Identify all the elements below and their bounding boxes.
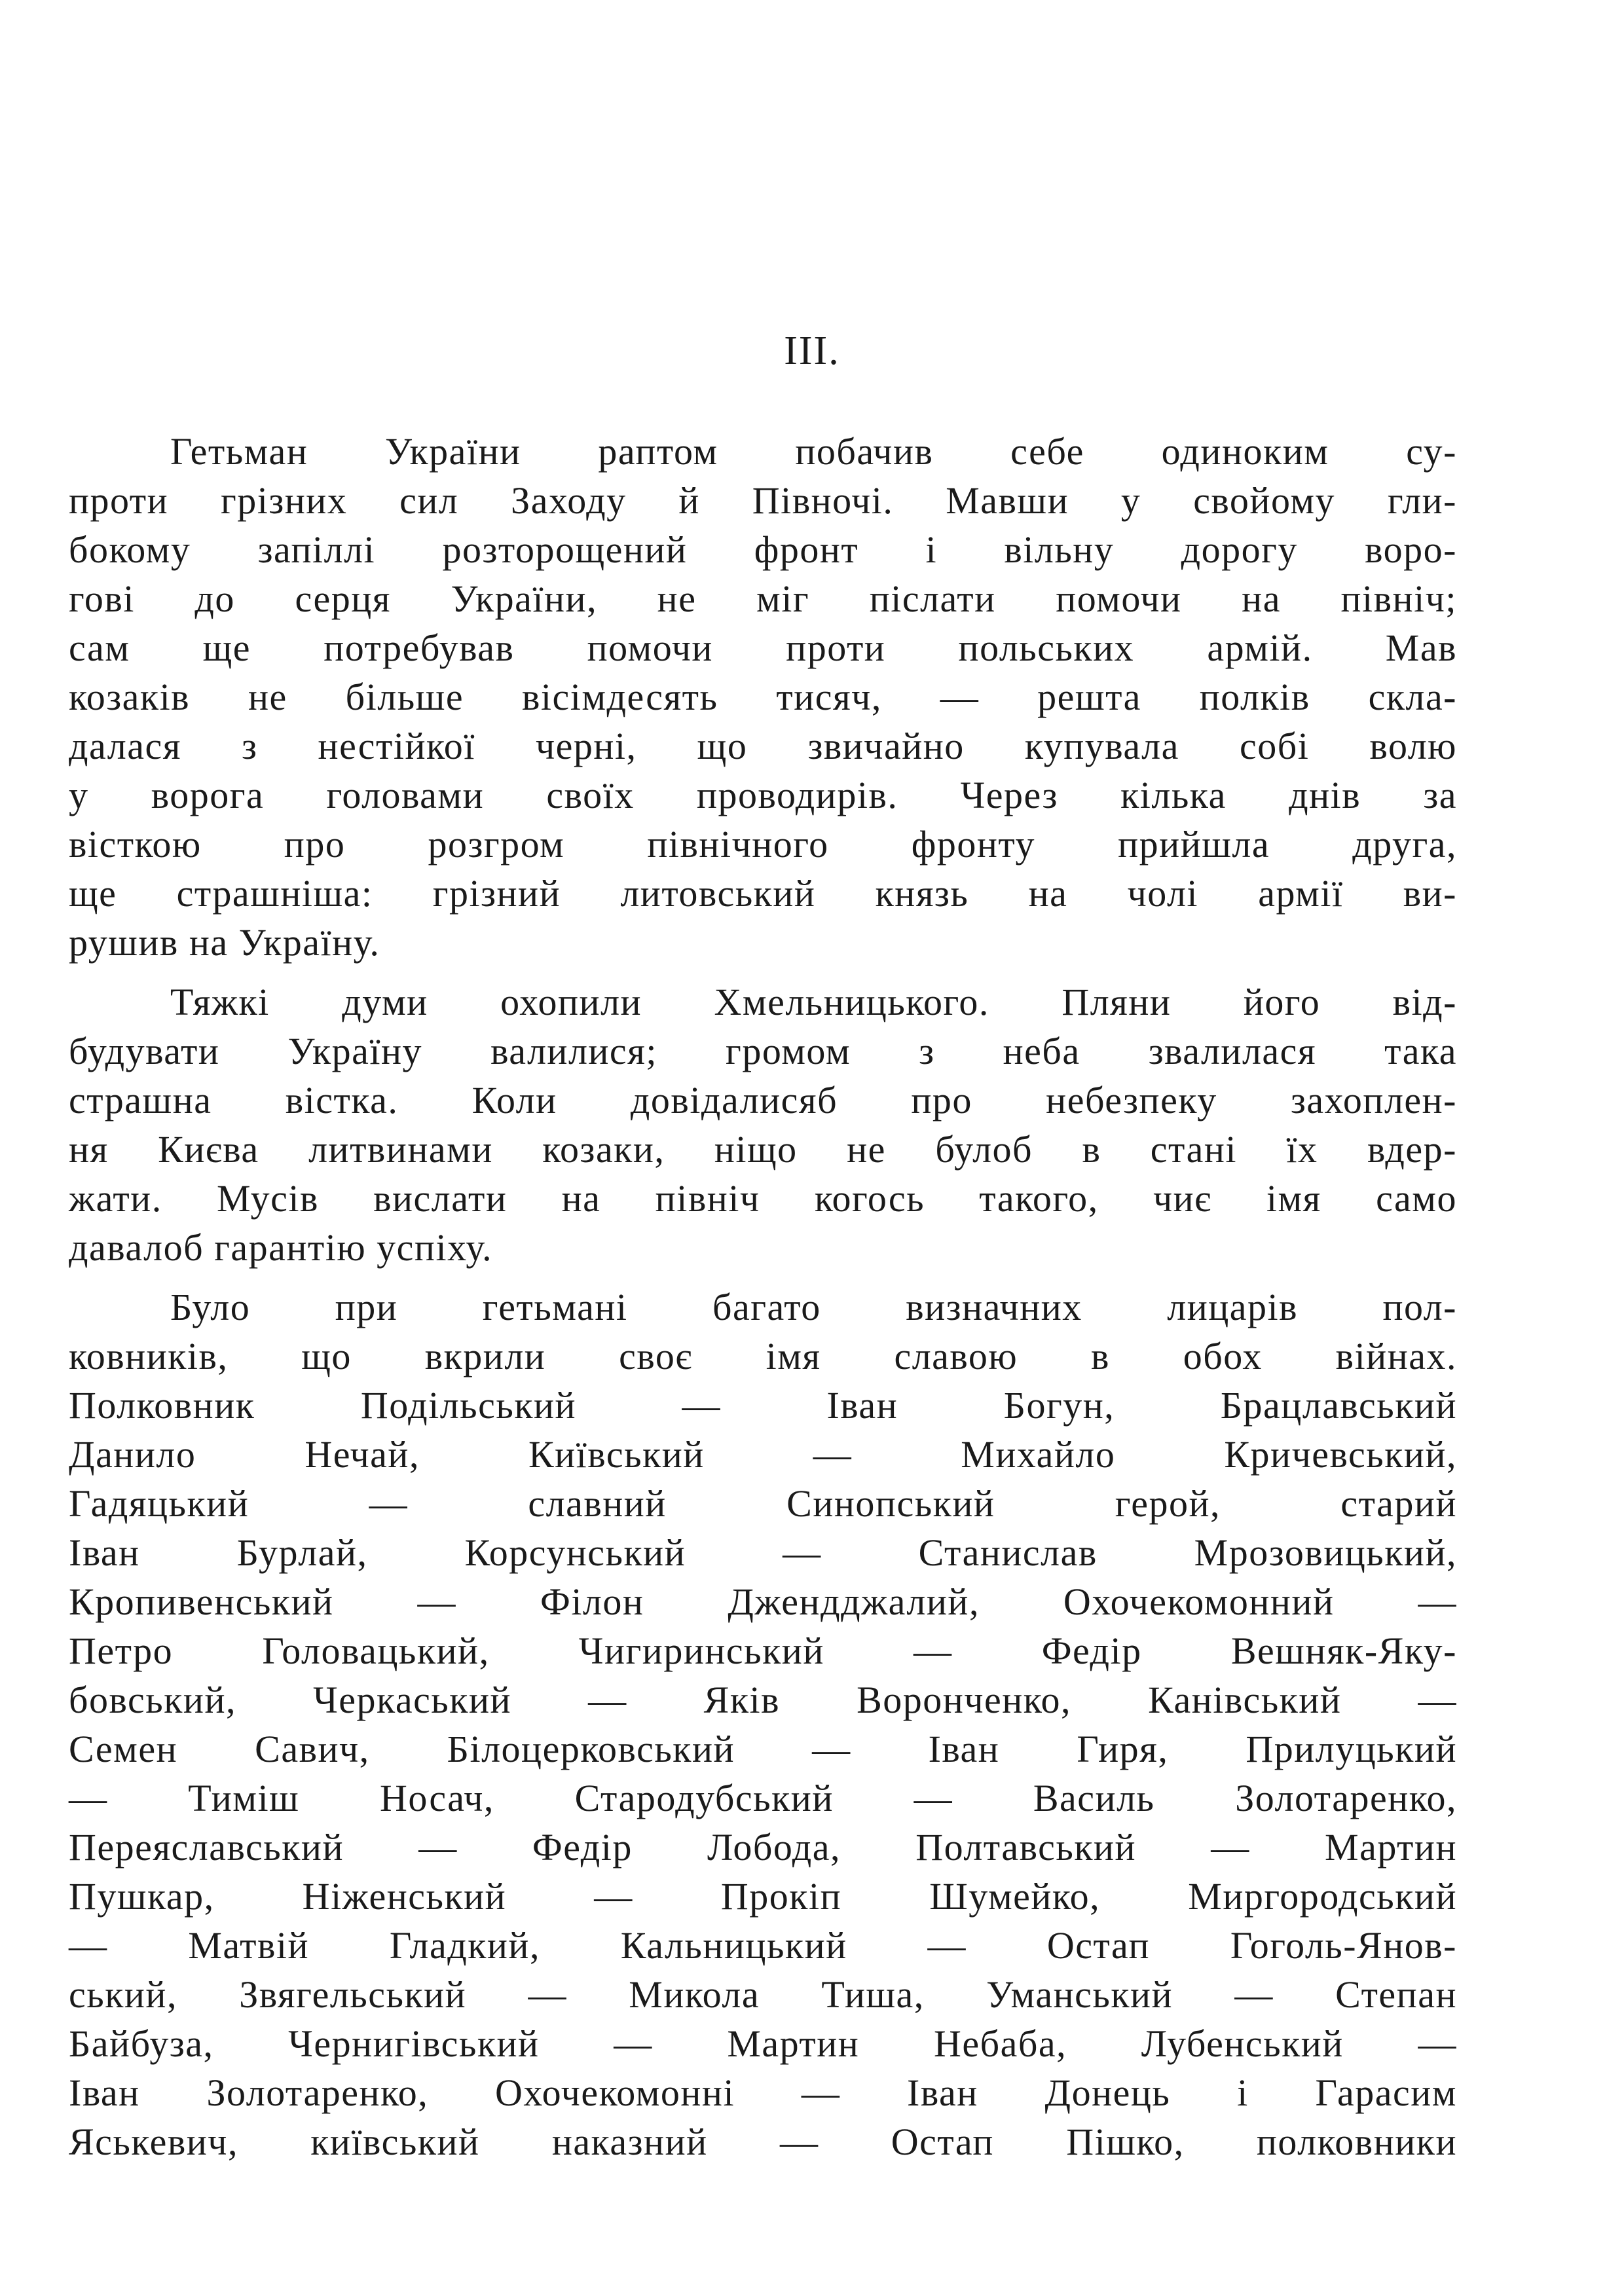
text-line: Полковник Подільський — Іван Богун, Брацлавський <box>69 1384 1457 1427</box>
text-line: сам ще потребував помочи проти польських армій. Мав <box>69 627 1457 669</box>
text-line: будувати Україну валилися; громом з неба звалилася така <box>69 1030 1457 1072</box>
text-line: Було при гетьмані багато визначних лицарів пол- <box>170 1286 1457 1328</box>
text-line: проти грізних сил Заходу й Півночі. Мавши у свойому гли- <box>69 479 1457 522</box>
text-line: — Матвій Гладкий, Кальницький — Остап Гоголь-Янов- <box>69 1924 1457 1967</box>
text-line: вісткою про розгром північного фронту прийшла друга, <box>69 823 1457 866</box>
text-line: Данило Нечай, Київський — Михайло Кричевський, <box>69 1433 1457 1476</box>
text-line: ковників, що вкрили своє імя славою в обох війнах. <box>69 1335 1457 1377</box>
text-line: Байбуза, Чернигівський — Мартин Небаба, Лубенський — <box>69 2022 1457 2065</box>
text-line: ня Києва литвинами козаки, ніщо не булоб в стані їх вдер- <box>69 1128 1457 1171</box>
text-line: у ворога головами своїх проводирів. Через кілька днів за <box>69 774 1457 816</box>
paragraph-gap <box>69 967 1457 977</box>
paragraph <box>69 1283 1457 2166</box>
text-line: Іван Бурлай, Корсунський — Станислав Мрозовицький, <box>69 1531 1457 1574</box>
text-line: Кропивенський — Філон Джендджалий, Охочекомонний — <box>69 1580 1457 1623</box>
text-line: бовський, Черкаський — Яків Воронченко, Канівський — <box>69 1679 1457 1721</box>
paragraph-gap <box>69 1272 1457 1283</box>
text-line: бокому запіллі розторощений фронт і вільну дорогу воро- <box>69 528 1457 571</box>
text-line: — Тиміш Носач, Стародубський — Василь Золотаренко, <box>69 1777 1457 1819</box>
text-line: жати. Мусів вислати на північ когось такого, чиє імя само <box>69 1177 1457 1220</box>
text-line: Семен Савич, Білоцерковський — Іван Гиря, Прилуцький <box>69 1728 1457 1770</box>
text-line: Петро Головацький, Чигиринський — Федір Вешняк-Яку- <box>69 1630 1457 1672</box>
text-line: Гетьман України раптом побачив себе одиноким су- <box>170 430 1457 473</box>
text-line: Яськевич, київський наказний — Остап Пішко, полковники <box>69 2121 1457 2163</box>
body-text <box>69 427 1457 2166</box>
text-line: рушив на Україну. <box>69 921 380 964</box>
text-line: Іван Золотаренко, Охочекомонні — Іван Донець і Гарасим <box>69 2071 1457 2114</box>
text-line: давалоб гарантію успіху. <box>69 1226 493 1269</box>
text-line: Переяславський — Федір Лобода, Полтавський — Мартин <box>69 1826 1457 1868</box>
text-line: козаків не більше вісімдесять тисяч, — решта полків скла- <box>69 676 1457 718</box>
text-line: Пушкар, Ніженський — Прокіп Шумейко, Миргородський <box>69 1875 1457 1918</box>
text-line: гові до серця України, не міг післати помочи на північ; <box>69 577 1457 620</box>
text-line: ський, Звягельський — Микола Тиша, Уманський — Степан <box>69 1973 1457 2016</box>
chapter-heading: III. <box>784 329 840 373</box>
text-line: ще страшніша: грізний литовський князь на чолі армії ви- <box>69 872 1457 915</box>
paragraph <box>69 427 1457 967</box>
paragraph <box>69 977 1457 1272</box>
text-line: Гадяцький — славний Синопський герой, старий <box>69 1482 1457 1525</box>
text-line: страшна вістка. Коли довідалисяб про небезпеку захоплен- <box>69 1079 1457 1121</box>
text-line: Тяжкі думи охопили Хмельницького. Пляни його від- <box>170 981 1457 1023</box>
text-line: далася з нестійкої черні, що звичайно купувала собі волю <box>69 725 1457 767</box>
